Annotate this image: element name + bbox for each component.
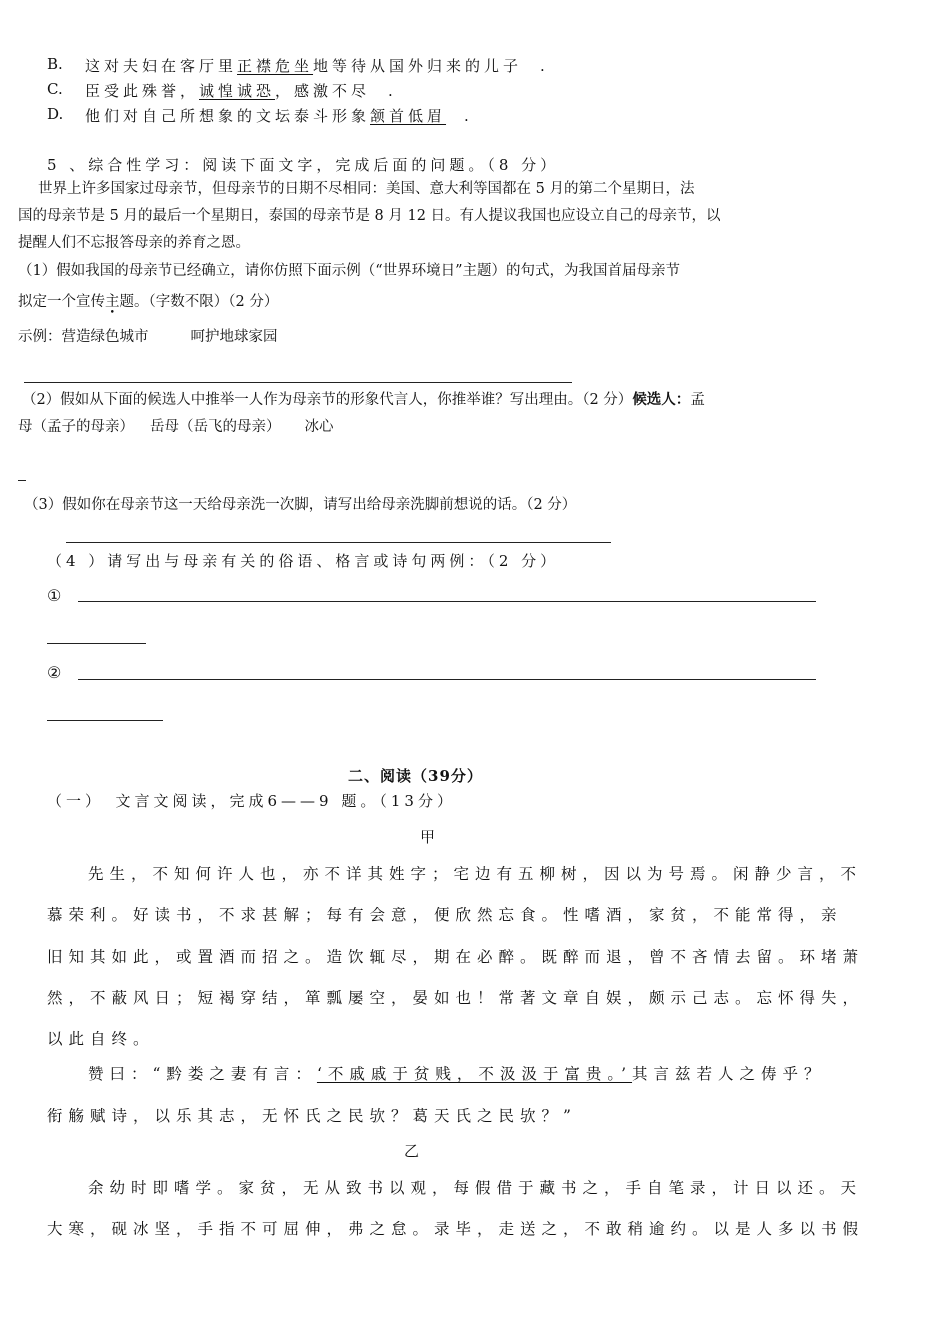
candidates-label: 候选人：	[632, 391, 691, 408]
zan-line-2: 衔觞赋诗，以乐其志，无怀氏之民欤？葛天氏之民欤？”	[47, 1107, 577, 1125]
yi-line-2: 大寒，砚冰坚，手指不可屈伸，弗之怠。录毕，走送之，不敢稍逾约。以是人多以书假	[47, 1220, 865, 1238]
q5-passage-line-2: 国的母亲节是 5 月的最后一个星期日，泰国的母亲节是 8 月 12 日。有人提议我国也应设立自己的母亲节，以	[18, 208, 721, 224]
zan-line-1	[88, 1062, 826, 1084]
q5-sub2-text: （2）假如从下面的候选人中推举一人作为母亲节的形象代言人，你推举谁？写出理由。（2 分）	[22, 392, 633, 408]
q5-sub1-line-1: （1）假如我国的母亲节已经确立，请你仿照下面示例（“世界环境日”主题）的句式，为我国首届母亲节	[18, 263, 681, 279]
option-text	[85, 105, 473, 126]
answer-mark-2: ②	[47, 663, 62, 682]
option-letter: C.	[47, 80, 63, 98]
q5-example	[18, 325, 278, 346]
option-b	[47, 55, 549, 75]
q5-sub1-emphasis: 主	[105, 294, 120, 310]
option-text	[85, 55, 549, 76]
section-title: 二、阅读（39分）	[348, 767, 483, 785]
q5-sub1-line-2	[18, 290, 278, 311]
option-text	[85, 80, 397, 101]
q5-sub1-text: 拟定一个宣传	[18, 294, 105, 310]
option-end: .	[464, 107, 473, 125]
zan-quote: ‘不戚戚于贫贱，不汲汲于富贵。’	[316, 1065, 633, 1083]
option-text-post: 地等待从国外归来的儿子	[313, 57, 523, 75]
zan-comment: 其言兹若人之俦乎？	[632, 1065, 826, 1083]
option-term: 正襟危坐	[237, 57, 314, 75]
answer-mark-1: ①	[47, 586, 62, 605]
candidate-1: 母（孟子的母亲）	[18, 419, 134, 435]
answer-line-sub2[interactable]	[18, 480, 26, 481]
jia-line-1: 先生，不知何许人也，亦不详其姓字；宅边有五柳树，因以为号焉。闲静少言，不	[88, 865, 863, 883]
answer-line-sub4-1[interactable]	[78, 601, 816, 602]
zan-intro: 赞曰：“黔娄之妻有言：	[88, 1065, 317, 1083]
answer-line-sub4-2-cont[interactable]	[47, 720, 163, 721]
text-jia-label: 甲	[420, 828, 436, 846]
q5-passage-line-1: 世界上许多国家过母亲节，但母亲节的日期不尽相同：美国、意大利等国都在 5 月的第二个星期日，法	[38, 181, 695, 197]
q5-sub2-line-1	[22, 388, 705, 409]
answer-line-sub4-1-cont[interactable]	[47, 643, 146, 644]
option-text-pre: 臣受此殊誉，	[85, 82, 200, 100]
candidate-2: 岳母（岳飞的母亲）	[150, 419, 281, 435]
jia-line-3: 旧知其如此，或置酒而招之。造饮辄尽，期在必醉。既醉而退，曾不吝情去留。环堵萧	[47, 948, 865, 966]
yi-line-1: 余幼时即嗜学。家贫，无从致书以观，每假借于藏书之，手自笔录，计日以还。天	[88, 1179, 863, 1197]
option-c	[47, 80, 397, 100]
q5-sub2-line-2	[18, 415, 334, 436]
option-text-post: ，感激不尽	[275, 82, 371, 100]
q5-sub4: （4 ）请写出与母亲有关的俗语、格言或诗句两例：（2 分）	[47, 552, 560, 570]
candidate-3: 冰心	[304, 419, 334, 435]
option-text-pre: 这对夫妇在客厅里	[85, 57, 238, 75]
option-term: 诚惶诚恐	[199, 82, 276, 100]
jia-line-2: 慕荣利。好读书，不求甚解；每有会意，便欣然忘食。性嗜酒，家贫，不能常得，亲	[47, 906, 843, 924]
text-yi-label: 乙	[404, 1142, 420, 1160]
option-end: .	[388, 82, 397, 100]
example-phrase-1: 示例：营造绿色城市	[18, 329, 149, 345]
jia-line-4: 然，不蔽风日；短褐穿结，箪瓢屡空，晏如也！常著文章自娱，颇示己志。忘怀得失，	[47, 989, 865, 1007]
q5-sub3: （3）假如你在母亲节这一天给母亲洗一次脚，请写出给母亲洗脚前想说的话。（2 分）	[24, 497, 577, 513]
q5-sub1-text-end: 题。（字数不限）（2 分）	[119, 294, 279, 310]
q5-heading: 5 、综合性学习：阅读下面文字，完成后面的问题。（8 分）	[47, 156, 560, 174]
answer-line-sub1[interactable]	[24, 382, 572, 383]
part-heading: （一） 文言文阅读，完成6——9 题。（13分）	[47, 792, 456, 810]
answer-line-sub3[interactable]	[66, 542, 611, 543]
example-phrase-2: 呵护地球家园	[190, 329, 278, 345]
option-letter: B.	[47, 55, 63, 73]
answer-line-sub4-2[interactable]	[78, 679, 816, 680]
candidate-1-start: 孟	[690, 392, 705, 408]
q5-passage-line-3: 提醒人们不忘报答母亲的养育之恩。	[18, 235, 250, 251]
option-d	[47, 105, 473, 125]
option-end: .	[540, 57, 549, 75]
jia-line-5: 以此自终。	[47, 1030, 155, 1048]
option-letter: D.	[47, 105, 64, 123]
option-text-pre: 他们对自己所想象的文坛泰斗形象	[85, 107, 371, 125]
option-term: 颔首低眉	[370, 107, 447, 125]
